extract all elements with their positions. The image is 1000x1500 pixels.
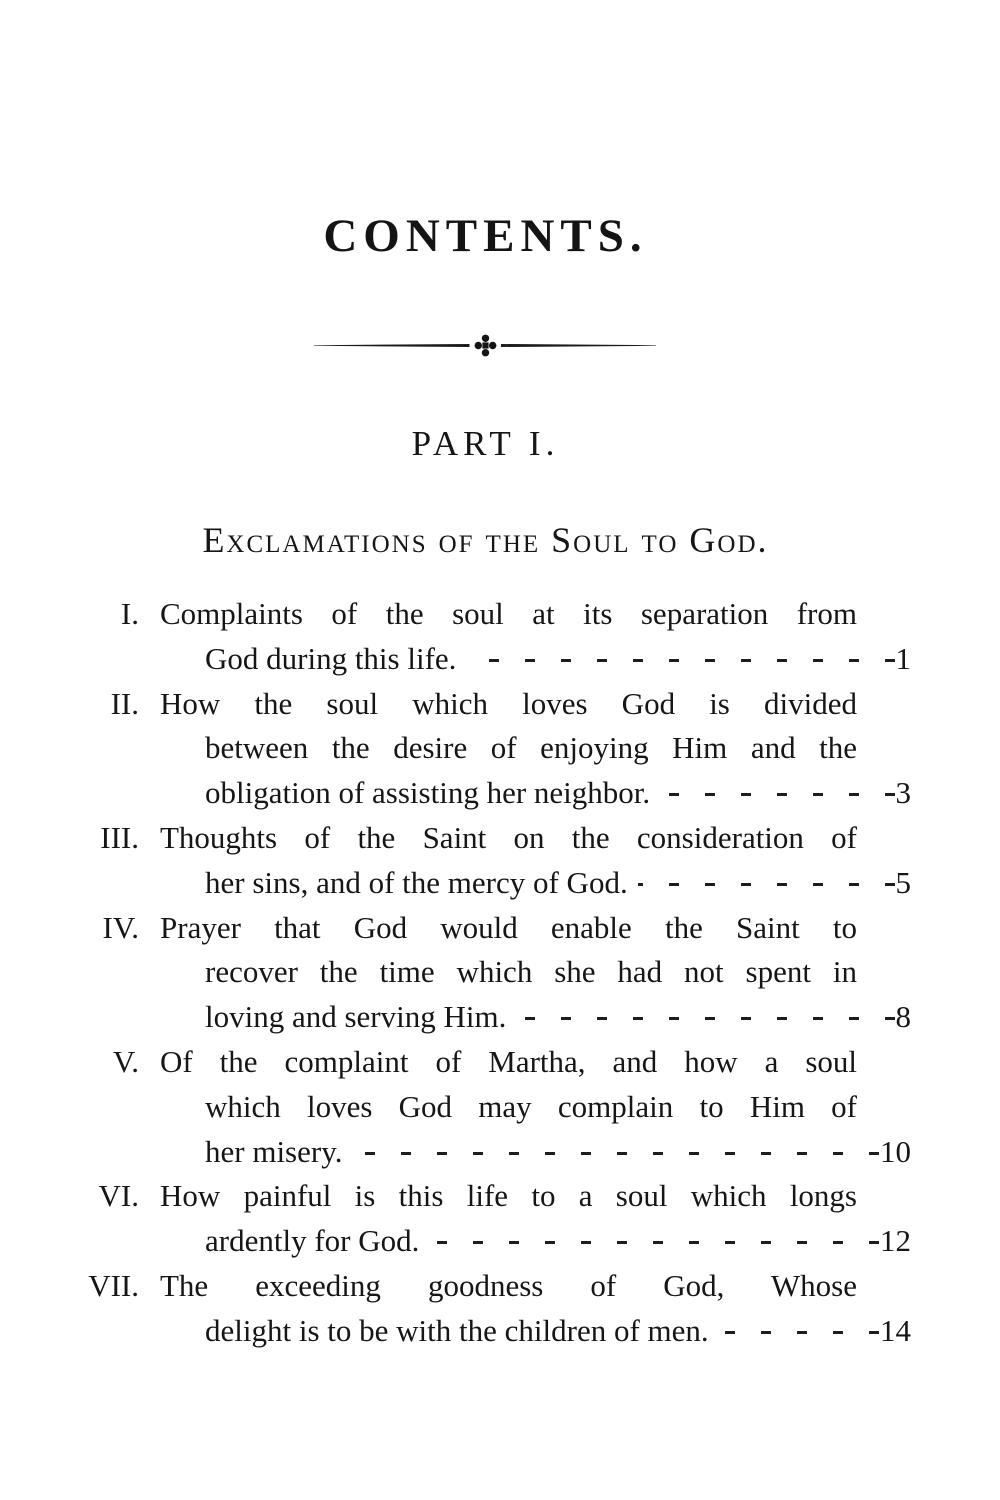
entry-line-text: God during this life. bbox=[205, 640, 457, 676]
entry-lines bbox=[160, 1174, 911, 1264]
toc-entry bbox=[60, 906, 911, 1040]
entry-line bbox=[160, 771, 911, 816]
entry-numeral: VI. bbox=[98, 1178, 139, 1214]
entry-line: Thoughts of the Saint on the consideration of bbox=[160, 819, 857, 855]
entry-lines bbox=[160, 816, 911, 906]
toc-entry bbox=[60, 1264, 911, 1354]
entry-lines bbox=[160, 1264, 911, 1354]
entry-line-text: her sins, and of the mercy of God. bbox=[205, 864, 628, 900]
dash-leader bbox=[628, 861, 896, 906]
page-title: CONTENTS. bbox=[323, 210, 648, 262]
dash-leader bbox=[709, 1309, 880, 1354]
entry-lines bbox=[160, 1040, 911, 1174]
dash-leader bbox=[419, 1219, 880, 1264]
entry-line bbox=[160, 1309, 911, 1354]
entry-line: which loves God may complain to Him of bbox=[205, 1088, 857, 1124]
entry-line bbox=[160, 861, 911, 906]
entry-lines bbox=[160, 592, 911, 682]
entry-numeral: II. bbox=[110, 685, 139, 721]
ornamental-divider bbox=[314, 334, 656, 357]
entry-line bbox=[160, 995, 911, 1040]
toc-list bbox=[60, 592, 911, 1354]
part-heading: PART I. bbox=[411, 424, 560, 463]
section-heading: Exclamations of the Soul to God. bbox=[202, 520, 769, 560]
entry-line-text: delight is to be with the children of men. bbox=[205, 1312, 709, 1348]
toc-entry bbox=[60, 592, 911, 682]
entry-line bbox=[160, 1130, 911, 1175]
page-number: 3 bbox=[895, 775, 911, 811]
page-number: 5 bbox=[895, 864, 911, 900]
toc-entry bbox=[60, 1174, 911, 1264]
entry-line: recover the time which she had not spent in bbox=[205, 954, 857, 990]
entry-numeral: I. bbox=[120, 596, 139, 631]
entry-line: How painful is this life to a soul which longs bbox=[160, 1178, 857, 1214]
entry-line bbox=[160, 637, 911, 682]
dash-leader bbox=[342, 1130, 880, 1175]
entry-numeral: III. bbox=[100, 819, 139, 855]
page-number: 1 bbox=[895, 640, 911, 676]
entry-line: The exceeding goodness of God, Whose bbox=[160, 1267, 857, 1303]
dash-leader bbox=[456, 637, 895, 682]
quatrefoil-cross-icon bbox=[474, 334, 497, 357]
entry-lines bbox=[160, 682, 911, 816]
page-number: 12 bbox=[880, 1223, 911, 1259]
entry-line bbox=[160, 1219, 911, 1264]
entry-line-text: loving and serving Him. bbox=[205, 999, 507, 1035]
entry-line: Of the complaint of Martha, and how a soul bbox=[160, 1043, 857, 1079]
toc-entry bbox=[60, 816, 911, 906]
entry-line-text: her misery. bbox=[205, 1133, 343, 1169]
toc-entry bbox=[60, 682, 911, 816]
entry-line: Prayer that God would enable the Saint to bbox=[160, 909, 857, 945]
entry-line: Complaints of the soul at its separation from bbox=[160, 596, 857, 631]
divider-rule-right bbox=[501, 344, 657, 347]
page-number: 10 bbox=[880, 1133, 911, 1169]
dash-leader bbox=[506, 995, 895, 1040]
entry-lines bbox=[160, 906, 911, 1040]
dash-leader bbox=[650, 771, 895, 816]
entry-numeral: IV. bbox=[102, 909, 139, 945]
entry-line-text: obligation of assisting her neighbor. bbox=[205, 775, 651, 811]
entry-line-text: ardently for God. bbox=[205, 1223, 420, 1259]
entry-line: How the soul which loves God is divided bbox=[160, 685, 857, 721]
entry-line: between the desire of enjoying Him and the bbox=[205, 730, 857, 766]
toc-entry bbox=[60, 1040, 911, 1174]
entry-numeral: VII. bbox=[88, 1267, 139, 1303]
page-number: 8 bbox=[895, 999, 911, 1035]
entry-numeral: V. bbox=[112, 1043, 139, 1079]
page-number: 14 bbox=[880, 1312, 911, 1348]
divider-rule-left bbox=[314, 344, 470, 347]
